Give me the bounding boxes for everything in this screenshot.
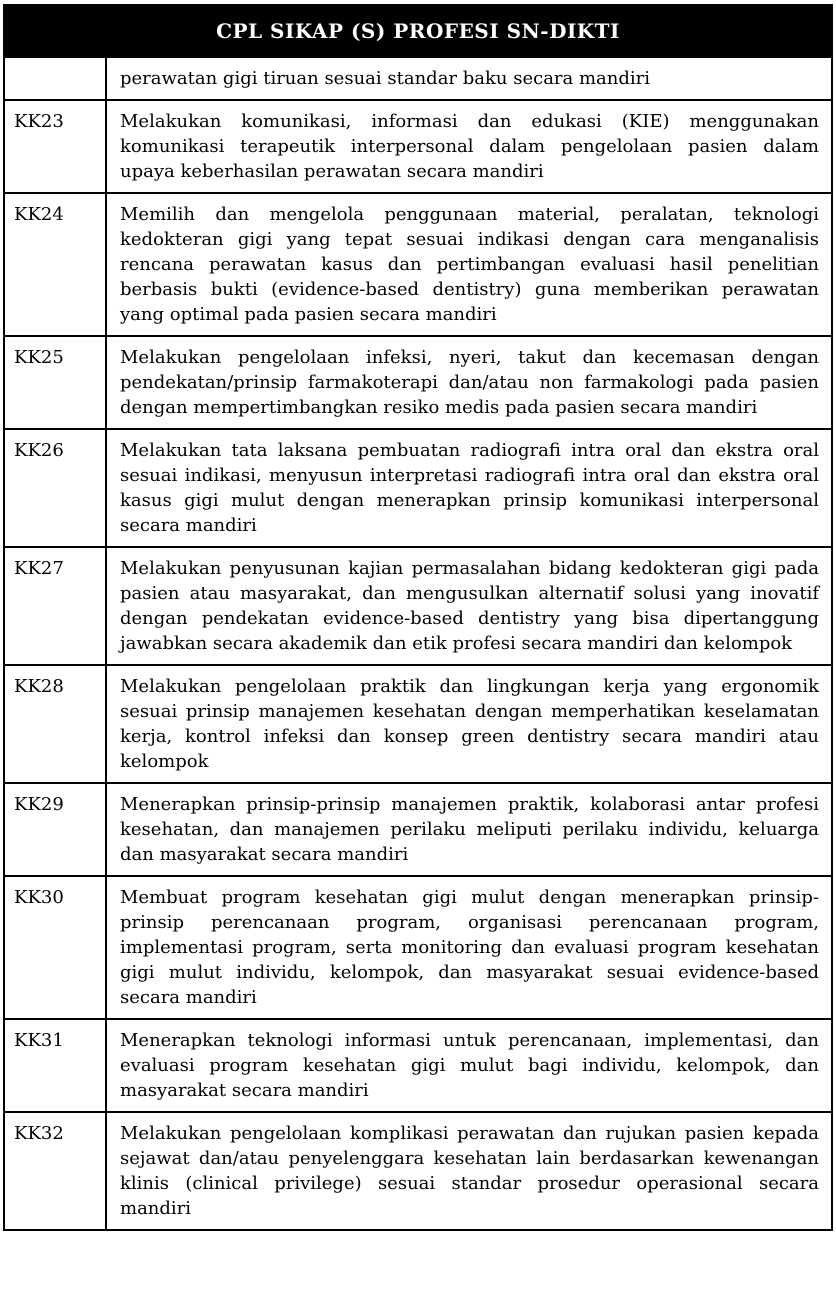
row-code: KK31 <box>4 1019 106 1112</box>
row-code: KK25 <box>4 336 106 429</box>
cpl-table-header <box>4 5 832 57</box>
table-header-title: CPL SIKAP (S) PROFESI SN-DIKTI <box>4 5 832 57</box>
row-description: Menerapkan prinsip-prinsip manajemen praktik, kolaborasi antar profesi kesehatan, dan manajemen perilaku meliputi perilaku individu, keluarga dan masyarakat secara mandiri <box>106 783 832 876</box>
table-row <box>4 547 832 665</box>
table-row <box>4 193 832 336</box>
table-row <box>4 1019 832 1112</box>
table-row <box>4 336 832 429</box>
table-row <box>4 429 832 547</box>
row-description: Melakukan pengelolaan praktik dan lingkungan kerja yang ergonomik sesuai prinsip manajemen kesehatan dengan memperhatikan keselamatan kerja, kontrol infeksi dan konsep green dentistry secara mandiri atau kelompok <box>106 665 832 783</box>
row-description: Memilih dan mengelola penggunaan material, peralatan, teknologi kedokteran gigi yang tepat sesuai indikasi dengan cara menganalisis rencana perawatan kasus dan pertimbangan evaluasi hasil penelitian berbasis bukti (evidence-based dentistry) guna memberikan perawatan yang optimal pada pasien secara mandiri <box>106 193 832 336</box>
row-description: perawatan gigi tiruan sesuai standar baku secara mandiri <box>106 57 832 100</box>
row-description: Melakukan pengelolaan infeksi, nyeri, takut dan kecemasan dengan pendekatan/prinsip farmakoterapi dan/atau non farmakologi pada pasien dengan mempertimbangkan resiko medis pada pasien secara mandiri <box>106 336 832 429</box>
row-code: KK30 <box>4 876 106 1019</box>
row-description: Membuat program kesehatan gigi mulut dengan menerapkan prinsip-prinsip perencanaan program, organisasi perencanaan program, implementasi program, serta monitoring dan evaluasi program kesehatan gigi mulut individu, kelompok, dan masyarakat sesuai evidence-based secara mandiri <box>106 876 832 1019</box>
row-description: Melakukan komunikasi, informasi dan edukasi (KIE) menggunakan komunikasi terapeutik interpersonal dalam pengelolaan pasien dalam upaya keberhasilan perawatan secara mandiri <box>106 100 832 193</box>
table-row <box>4 1112 832 1230</box>
table-row <box>4 876 832 1019</box>
row-description: Melakukan penyusunan kajian permasalahan bidang kedokteran gigi pada pasien atau masyarakat, dan mengusulkan alternatif solusi yang inovatif dengan pendekatan evidence-based dentistry yang bisa dipertanggung jawabkan secara akademik dan etik profesi secara mandiri dan kelompok <box>106 547 832 665</box>
row-code: KK32 <box>4 1112 106 1230</box>
row-code: KK29 <box>4 783 106 876</box>
table-row <box>4 783 832 876</box>
table-row <box>4 100 832 193</box>
row-code <box>4 57 106 100</box>
row-code: KK24 <box>4 193 106 336</box>
row-code: KK28 <box>4 665 106 783</box>
row-code: KK23 <box>4 100 106 193</box>
cpl-table <box>3 4 833 1231</box>
row-code: KK27 <box>4 547 106 665</box>
cpl-table-body <box>4 57 832 1230</box>
row-code: KK26 <box>4 429 106 547</box>
table-row <box>4 57 832 100</box>
row-description: Menerapkan teknologi informasi untuk perencanaan, implementasi, dan evaluasi program kesehatan gigi mulut bagi individu, kelompok, dan masyarakat secara mandiri <box>106 1019 832 1112</box>
table-row <box>4 665 832 783</box>
row-description: Melakukan tata laksana pembuatan radiografi intra oral dan ekstra oral sesuai indikasi, menyusun interpretasi radiografi intra oral dan ekstra oral kasus gigi mulut dengan menerapkan prinsip komunikasi interpersonal secara mandiri <box>106 429 832 547</box>
row-description: Melakukan pengelolaan komplikasi perawatan dan rujukan pasien kepada sejawat dan/atau penyelenggara kesehatan lain berdasarkan kewenangan klinis (clinical privilege) sesuai standar prosedur operasional secara mandiri <box>106 1112 832 1230</box>
